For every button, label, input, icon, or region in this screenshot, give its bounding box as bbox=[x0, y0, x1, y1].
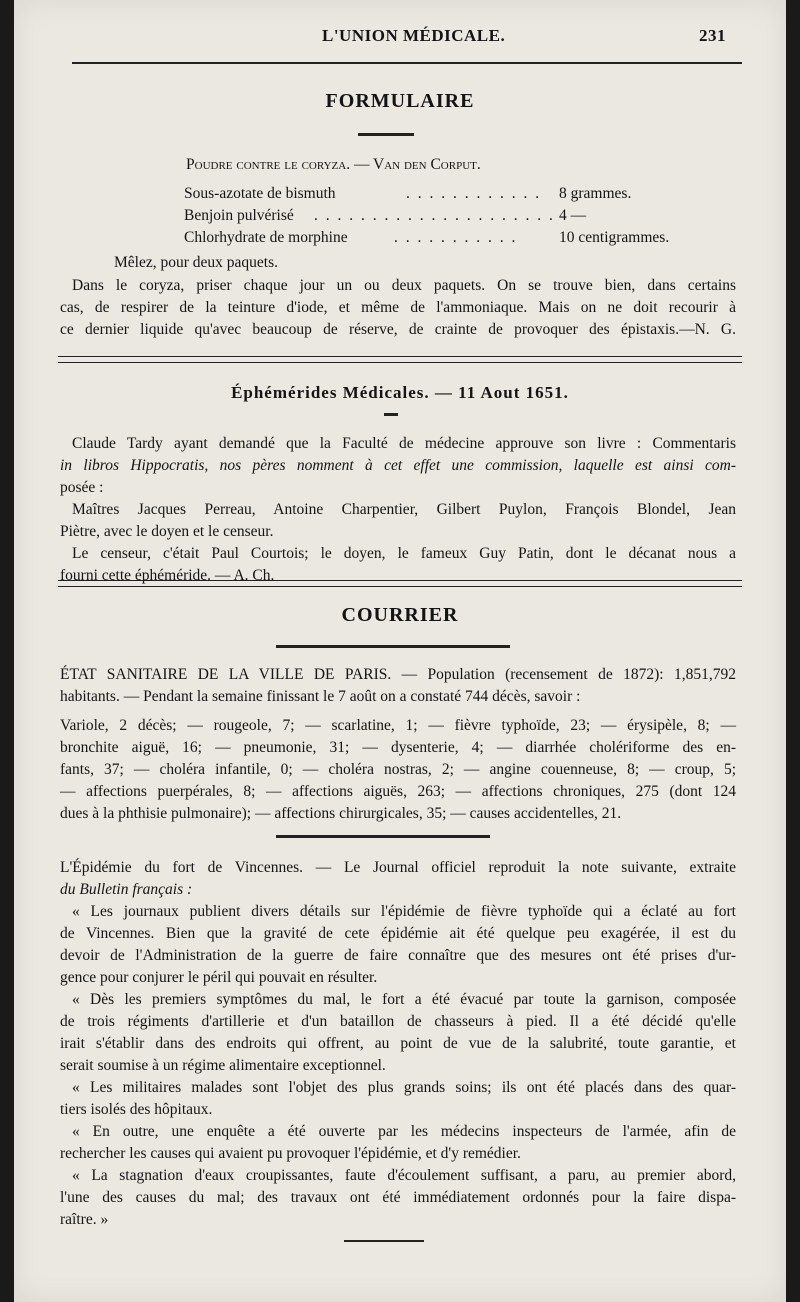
ingredient-row bbox=[184, 207, 704, 225]
paragraph-line: cas, de respirer de la teinture d'iode, et même de l'ammoniaque. Mais on ne doit recourir à bbox=[60, 299, 736, 316]
paragraph-line: rechercher les causes qui avaient pu provoquer l'épidémie, et d'y remédier. bbox=[60, 1145, 521, 1162]
paragraph-line: — affections puerpérales, 8; — affections aiguës, 263; — affections chroniques, 275 (dont 124 bbox=[60, 783, 736, 800]
paragraph-line: bronchite aiguë, 16; — pneumonie, 31; — dysenterie, 4; — diarrhée cholériforme des en- bbox=[60, 739, 736, 756]
ingredient-row bbox=[184, 185, 704, 203]
paragraph-line: « Dès les premiers symptômes du mal, le fort a été évacué par toute la garnison, composée bbox=[72, 991, 736, 1008]
page-number: 231 bbox=[699, 26, 726, 45]
leader-dots: . . . . . . . . . . . . . . . . . . . . . bbox=[314, 207, 555, 224]
leader-dots: . . . . . . . . . . . . bbox=[406, 185, 542, 202]
paragraph-line: fants, 37; — choléra infantile, 0; — choléra nostras, 2; — angine couenneuse, 8; — croup, 5; bbox=[60, 761, 736, 778]
ingredient-qty: 8 grammes. bbox=[559, 185, 632, 202]
paragraph-line: « Les militaires malades sont l'objet des plus grands soins; ils ont été placés dans des quar- bbox=[72, 1079, 736, 1096]
paragraph-line: Variole, 2 décès; — rougeole, 7; — scarlatine, 1; — fièvre typhoïde, 23; — érysipèle, 8; — bbox=[60, 717, 736, 734]
paragraph-line: Maîtres Jacques Perreau, Antoine Charpentier, Gilbert Puylon, François Blondel, Jean bbox=[72, 501, 736, 518]
paragraph-line: devoir de l'Administration de la guerre de faire connaître que des mesures ont été prises d'ur- bbox=[60, 947, 736, 964]
paragraph-line: Piètre, avec le doyen et le censeur. bbox=[60, 523, 274, 540]
end-rule bbox=[344, 1240, 424, 1242]
ingredient-name: Sous-azotate de bismuth bbox=[184, 185, 336, 202]
paragraph-line: tiers isolés des hôpitaux. bbox=[60, 1101, 213, 1118]
journal-title: L'UNION MÉDICALE. bbox=[322, 26, 506, 45]
paragraph-line: raître. » bbox=[60, 1211, 109, 1228]
paragraph-line: Le censeur, c'était Paul Courtois; le doyen, le fameux Guy Patin, dont le décanat nous a bbox=[72, 545, 736, 562]
paragraph-line: gence pour conjurer le péril qui pouvait en résulter. bbox=[60, 969, 378, 986]
paragraph-line: serait soumise à un régime alimentaire exceptionnel. bbox=[60, 1057, 386, 1074]
formulaire-rule bbox=[358, 133, 414, 136]
recipe-title: Poudre contre le coryza. — Van den Corput. bbox=[186, 156, 481, 173]
section-divider bbox=[58, 356, 742, 363]
ephemerides-heading: Éphémérides Médicales. — 11 Aout 1651. bbox=[231, 383, 569, 402]
paragraph-line: de trois régiments d'artillerie et d'un bataillon de chasseurs à pied. Il a été décidé qu'elle bbox=[60, 1013, 736, 1030]
paragraph-line: « En outre, une enquête a été ouverte par les médecins inspecteurs de l'armée, afin de bbox=[72, 1123, 736, 1140]
paragraph-line: « Les journaux publient divers détails sur l'épidémie de fièvre typhoïde qui a éclaté au fort bbox=[72, 903, 736, 920]
ingredient-qty: 10 centigrammes. bbox=[559, 229, 670, 246]
ingredient-name: Chlorhydrate de morphine bbox=[184, 229, 348, 246]
paragraph-line: ce dernier liquide qu'avec beaucoup de réserve, de crainte de provoquer des épistaxis.—N. G. bbox=[60, 321, 736, 338]
paragraph-line: de Vincennes. Bien que la gravité de cete épidémie ait été quelque peu exagérée, il est du bbox=[60, 925, 736, 942]
paragraph-line: l'une des causes du mal; des travaux ont été immédiatement ordonnés pour la faire dispa- bbox=[60, 1189, 736, 1206]
paragraph-line: in libros Hippocratis, nos pères nomment à cet effet une commission, laquelle est ainsi com- bbox=[60, 457, 736, 474]
courrier-rule bbox=[276, 645, 510, 648]
formulaire-heading: FORMULAIRE bbox=[325, 90, 475, 112]
ingredient-name: Benjoin pulvérisé bbox=[184, 207, 294, 224]
paragraph-line: Claude Tardy ayant demandé que la Faculté de médecine approuve son livre : Commentaris bbox=[72, 435, 736, 452]
header-rule bbox=[72, 62, 742, 64]
ingredient-qty: 4 — bbox=[559, 207, 587, 224]
paragraph-line: L'Épidémie du fort de Vincennes. — Le Journal officiel reproduit la note suivante, extraite bbox=[60, 859, 736, 876]
newspaper-page bbox=[14, 0, 786, 1302]
ephemerides-rule bbox=[384, 413, 398, 416]
paragraph-line: irait s'établir dans des endroits qui offrent, au point de vue de la salubrité, toute garantie, et bbox=[60, 1035, 736, 1052]
paragraph-line: posée : bbox=[60, 479, 104, 496]
paragraph-line: fourni cette éphéméride. — A. Ch. bbox=[60, 567, 275, 584]
paragraph-line: dues à la phthisie pulmonaire); — affections chirurgicales, 35; — causes accidentelles, 21. bbox=[60, 805, 622, 822]
leader-dots: . . . . . . . . . . . bbox=[394, 229, 518, 246]
paragraph-line: du Bulletin français : bbox=[60, 881, 193, 898]
paragraph-line: habitants. — Pendant la semaine finissant le 7 août on a constaté 744 décès, savoir : bbox=[60, 688, 581, 705]
mix-instruction: Mêlez, pour deux paquets. bbox=[114, 254, 278, 271]
subsection-rule bbox=[276, 835, 490, 838]
paragraph-line: ÉTAT SANITAIRE DE LA VILLE DE PARIS. — Population (recensement de 1872): 1,851,792 bbox=[60, 666, 736, 683]
ingredient-row bbox=[184, 229, 704, 247]
section-divider bbox=[58, 580, 742, 587]
courrier-heading: COURRIER bbox=[341, 604, 459, 626]
paragraph-line: « La stagnation d'eaux croupissantes, faute d'écoulement suffisant, a paru, au premier abord, bbox=[72, 1167, 736, 1184]
paragraph-line: Dans le coryza, priser chaque jour un ou deux paquets. On se trouve bien, dans certains bbox=[72, 277, 736, 294]
